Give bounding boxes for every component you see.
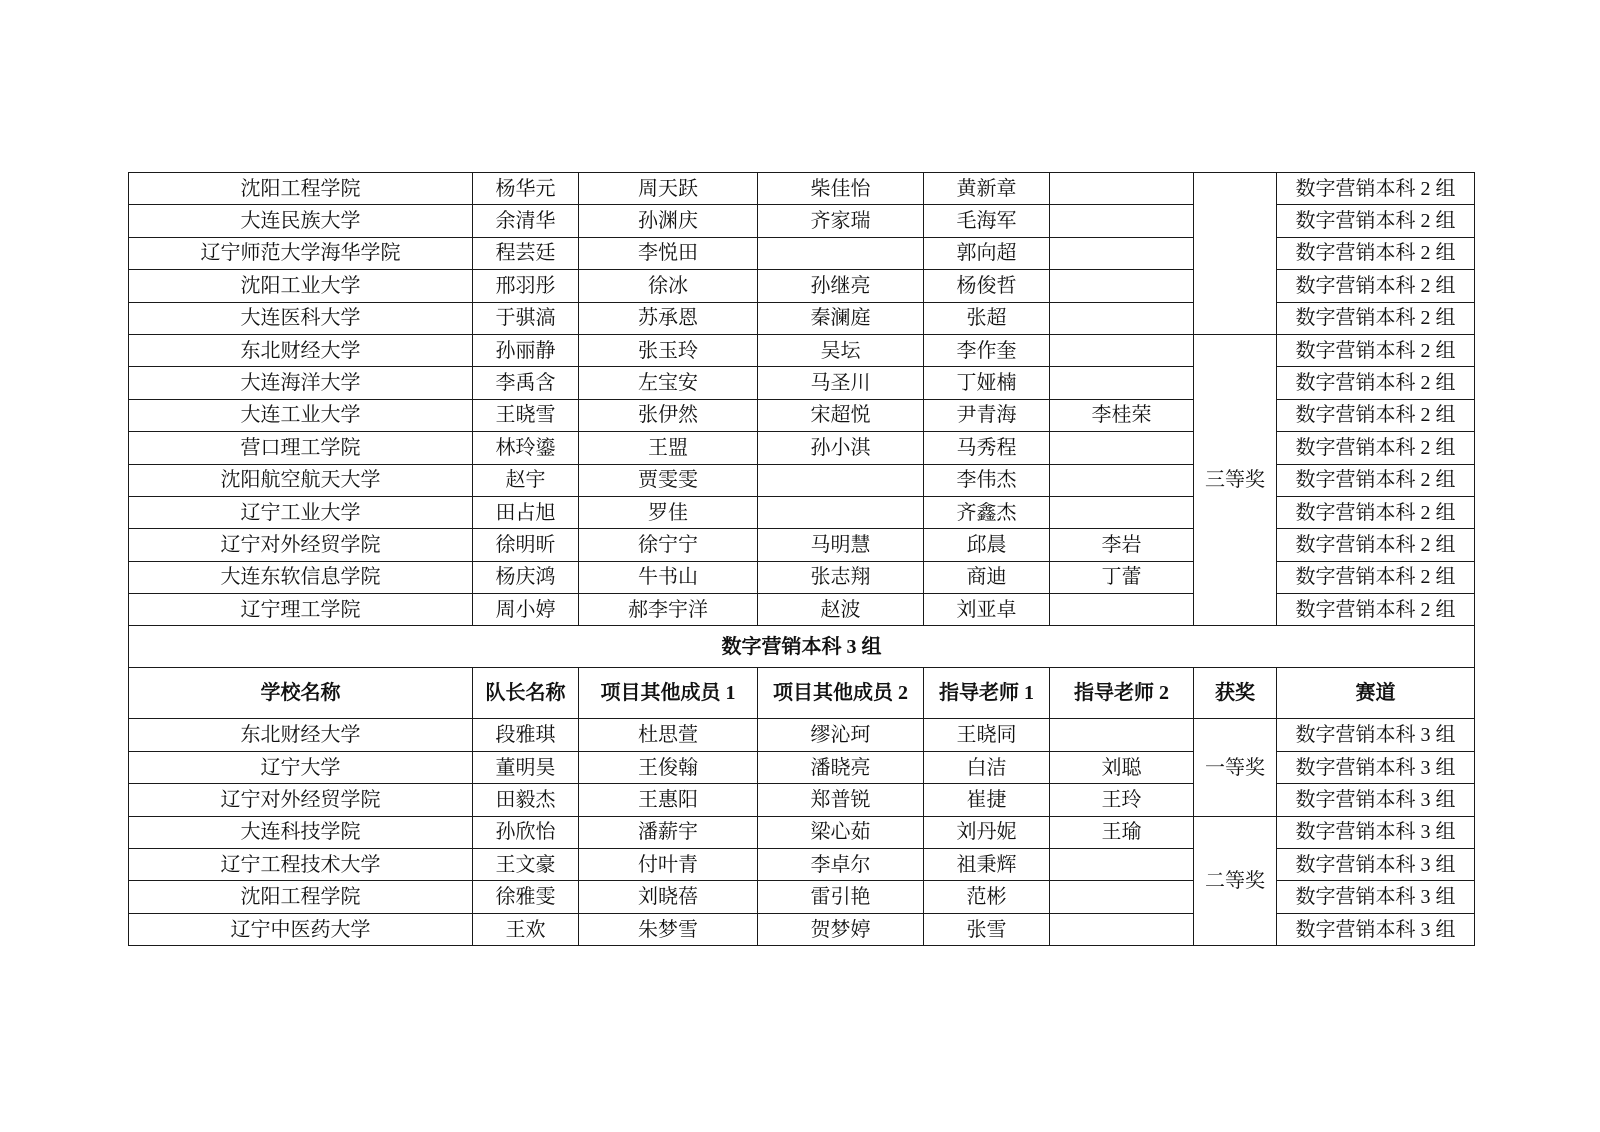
- captain-cell: 余清华: [473, 205, 579, 237]
- advisor-2-cell: [1050, 173, 1194, 205]
- advisor-2-cell: [1050, 881, 1194, 913]
- captain-cell: 杨庆鸿: [473, 561, 579, 593]
- member-1-cell: 徐冰: [579, 270, 758, 302]
- member-1-cell: 朱梦雪: [579, 913, 758, 945]
- captain-cell: 孙丽静: [473, 334, 579, 366]
- member-1-cell: 杜思萱: [579, 719, 758, 751]
- captain-cell: 周小婷: [473, 594, 579, 626]
- advisor-2-cell: 王瑜: [1050, 816, 1194, 848]
- advisor-1-cell: 崔捷: [924, 784, 1050, 816]
- group-3-table-body: [129, 719, 1475, 946]
- section-title: 数字营销本科 3 组: [129, 626, 1475, 668]
- advisor-1-cell: 丁娅楠: [924, 367, 1050, 399]
- table-row: [129, 334, 1475, 366]
- member-2-cell: [758, 464, 924, 496]
- advisor-2-cell: [1050, 205, 1194, 237]
- school-cell: 辽宁师范大学海华学院: [129, 237, 473, 269]
- school-cell: 辽宁对外经贸学院: [129, 784, 473, 816]
- track-cell: 数字营销本科 2 组: [1277, 432, 1475, 464]
- track-cell: 数字营销本科 2 组: [1277, 270, 1475, 302]
- school-cell: 辽宁中医药大学: [129, 913, 473, 945]
- school-cell: 辽宁工业大学: [129, 496, 473, 528]
- track-cell: 数字营销本科 2 组: [1277, 496, 1475, 528]
- advisor-1-cell: 黄新章: [924, 173, 1050, 205]
- advisor-2-cell: [1050, 719, 1194, 751]
- captain-cell: 徐明昕: [473, 529, 579, 561]
- advisor-1-cell: 刘丹妮: [924, 816, 1050, 848]
- school-cell: 大连海洋大学: [129, 367, 473, 399]
- member-1-cell: 张伊然: [579, 399, 758, 431]
- advisor-2-cell: [1050, 237, 1194, 269]
- track-cell: 数字营销本科 2 组: [1277, 594, 1475, 626]
- member-1-cell: 王盟: [579, 432, 758, 464]
- captain-cell: 段雅琪: [473, 719, 579, 751]
- advisor-2-cell: [1050, 594, 1194, 626]
- advisor-2-cell: [1050, 849, 1194, 881]
- school-cell: 辽宁对外经贸学院: [129, 529, 473, 561]
- member-1-cell: 徐宁宁: [579, 529, 758, 561]
- track-cell: 数字营销本科 3 组: [1277, 881, 1475, 913]
- advisor-2-cell: 李岩: [1050, 529, 1194, 561]
- member-1-cell: 贾雯雯: [579, 464, 758, 496]
- member-2-cell: 缪沁珂: [758, 719, 924, 751]
- award-cell: 二等奖: [1194, 816, 1277, 946]
- member-1-cell: 李悦田: [579, 237, 758, 269]
- column-header-captain: 队长名称: [473, 668, 579, 719]
- school-cell: 东北财经大学: [129, 719, 473, 751]
- school-cell: 沈阳航空航天大学: [129, 464, 473, 496]
- member-2-cell: 孙小淇: [758, 432, 924, 464]
- advisor-1-cell: 李伟杰: [924, 464, 1050, 496]
- member-2-cell: 宋超悦: [758, 399, 924, 431]
- advisor-2-cell: [1050, 334, 1194, 366]
- track-cell: 数字营销本科 3 组: [1277, 849, 1475, 881]
- member-1-cell: 刘晓蓓: [579, 881, 758, 913]
- school-cell: 辽宁理工学院: [129, 594, 473, 626]
- track-cell: 数字营销本科 3 组: [1277, 751, 1475, 783]
- advisor-1-cell: 李作奎: [924, 334, 1050, 366]
- track-cell: 数字营销本科 2 组: [1277, 334, 1475, 366]
- captain-cell: 孙欣怡: [473, 816, 579, 848]
- school-cell: 东北财经大学: [129, 334, 473, 366]
- member-2-cell: 赵波: [758, 594, 924, 626]
- member-1-cell: 张玉玲: [579, 334, 758, 366]
- member-1-cell: 周天跃: [579, 173, 758, 205]
- advisor-2-cell: 刘聪: [1050, 751, 1194, 783]
- track-cell: 数字营销本科 3 组: [1277, 719, 1475, 751]
- award-results-table: [128, 172, 1475, 946]
- advisor-1-cell: 范彬: [924, 881, 1050, 913]
- captain-cell: 邢羽彤: [473, 270, 579, 302]
- advisor-1-cell: 尹青海: [924, 399, 1050, 431]
- column-header-award: 获奖: [1194, 668, 1277, 719]
- advisor-1-cell: 邱晨: [924, 529, 1050, 561]
- table-row: [129, 173, 1475, 205]
- advisor-2-cell: [1050, 302, 1194, 334]
- advisor-1-cell: 白洁: [924, 751, 1050, 783]
- column-header-advisor-2: 指导老师 2: [1050, 668, 1194, 719]
- advisor-1-cell: 杨俊哲: [924, 270, 1050, 302]
- advisor-1-cell: 郭向超: [924, 237, 1050, 269]
- school-cell: 大连工业大学: [129, 399, 473, 431]
- advisor-2-cell: 王玲: [1050, 784, 1194, 816]
- captain-cell: 田毅杰: [473, 784, 579, 816]
- member-2-cell: 郑普锐: [758, 784, 924, 816]
- column-header-row: [129, 668, 1475, 719]
- column-header-member-1: 项目其他成员 1: [579, 668, 758, 719]
- track-cell: 数字营销本科 3 组: [1277, 913, 1475, 945]
- advisor-1-cell: 张雪: [924, 913, 1050, 945]
- group-2-table-body: [129, 173, 1475, 626]
- member-1-cell: 王俊翰: [579, 751, 758, 783]
- advisor-2-cell: [1050, 270, 1194, 302]
- member-1-cell: 潘薪宇: [579, 816, 758, 848]
- member-2-cell: 梁心茹: [758, 816, 924, 848]
- column-header-advisor-1: 指导老师 1: [924, 668, 1050, 719]
- captain-cell: 王晓雪: [473, 399, 579, 431]
- track-cell: 数字营销本科 3 组: [1277, 784, 1475, 816]
- track-cell: 数字营销本科 2 组: [1277, 367, 1475, 399]
- school-cell: 沈阳工程学院: [129, 173, 473, 205]
- member-2-cell: 贺梦婷: [758, 913, 924, 945]
- member-2-cell: 吴坛: [758, 334, 924, 366]
- advisor-1-cell: 齐鑫杰: [924, 496, 1050, 528]
- section-title-row: [129, 626, 1475, 668]
- column-header-track: 赛道: [1277, 668, 1475, 719]
- table-row: [129, 719, 1475, 751]
- advisor-1-cell: 祖秉辉: [924, 849, 1050, 881]
- advisor-1-cell: 商迪: [924, 561, 1050, 593]
- advisor-2-cell: [1050, 432, 1194, 464]
- member-1-cell: 左宝安: [579, 367, 758, 399]
- advisor-1-cell: 马秀程: [924, 432, 1050, 464]
- member-1-cell: 罗佳: [579, 496, 758, 528]
- school-cell: 大连科技学院: [129, 816, 473, 848]
- advisor-2-cell: 李桂荣: [1050, 399, 1194, 431]
- advisor-2-cell: 丁蕾: [1050, 561, 1194, 593]
- member-1-cell: 孙渊庆: [579, 205, 758, 237]
- member-1-cell: 牛书山: [579, 561, 758, 593]
- captain-cell: 杨华元: [473, 173, 579, 205]
- member-1-cell: 王惠阳: [579, 784, 758, 816]
- school-cell: 辽宁工程技术大学: [129, 849, 473, 881]
- advisor-2-cell: [1050, 367, 1194, 399]
- member-2-cell: 秦澜庭: [758, 302, 924, 334]
- advisor-2-cell: [1050, 913, 1194, 945]
- member-2-cell: 柴佳怡: [758, 173, 924, 205]
- school-cell: 大连东软信息学院: [129, 561, 473, 593]
- advisor-1-cell: 王晓同: [924, 719, 1050, 751]
- advisor-1-cell: 毛海军: [924, 205, 1050, 237]
- table-row: [129, 816, 1475, 848]
- member-2-cell: 马圣川: [758, 367, 924, 399]
- track-cell: 数字营销本科 2 组: [1277, 302, 1475, 334]
- column-header-member-2: 项目其他成员 2: [758, 668, 924, 719]
- member-2-cell: 齐家瑞: [758, 205, 924, 237]
- member-2-cell: 孙继亮: [758, 270, 924, 302]
- advisor-1-cell: 张超: [924, 302, 1050, 334]
- track-cell: 数字营销本科 2 组: [1277, 464, 1475, 496]
- advisor-2-cell: [1050, 496, 1194, 528]
- captain-cell: 田占旭: [473, 496, 579, 528]
- captain-cell: 徐雅雯: [473, 881, 579, 913]
- member-2-cell: 潘晓亮: [758, 751, 924, 783]
- member-2-cell: 马明慧: [758, 529, 924, 561]
- award-cell: [1194, 173, 1277, 335]
- advisor-1-cell: 刘亚卓: [924, 594, 1050, 626]
- school-cell: 沈阳工业大学: [129, 270, 473, 302]
- member-2-cell: 雷引艳: [758, 881, 924, 913]
- track-cell: 数字营销本科 2 组: [1277, 529, 1475, 561]
- captain-cell: 王文豪: [473, 849, 579, 881]
- award-cell: 一等奖: [1194, 719, 1277, 816]
- member-1-cell: 付叶青: [579, 849, 758, 881]
- school-cell: 大连民族大学: [129, 205, 473, 237]
- member-2-cell: 李卓尔: [758, 849, 924, 881]
- member-2-cell: [758, 496, 924, 528]
- award-cell: 三等奖: [1194, 334, 1277, 626]
- track-cell: 数字营销本科 3 组: [1277, 816, 1475, 848]
- track-cell: 数字营销本科 2 组: [1277, 561, 1475, 593]
- school-cell: 沈阳工程学院: [129, 881, 473, 913]
- member-1-cell: 郝李宇洋: [579, 594, 758, 626]
- captain-cell: 林玲鎏: [473, 432, 579, 464]
- member-1-cell: 苏承恩: [579, 302, 758, 334]
- track-cell: 数字营销本科 2 组: [1277, 237, 1475, 269]
- school-cell: 大连医科大学: [129, 302, 473, 334]
- captain-cell: 赵宇: [473, 464, 579, 496]
- member-2-cell: 张志翔: [758, 561, 924, 593]
- column-header-school: 学校名称: [129, 668, 473, 719]
- captain-cell: 于骐滈: [473, 302, 579, 334]
- school-cell: 营口理工学院: [129, 432, 473, 464]
- captain-cell: 程芸廷: [473, 237, 579, 269]
- captain-cell: 王欢: [473, 913, 579, 945]
- school-cell: 辽宁大学: [129, 751, 473, 783]
- group-3-table-head: [129, 626, 1475, 719]
- track-cell: 数字营销本科 2 组: [1277, 205, 1475, 237]
- captain-cell: 李禹含: [473, 367, 579, 399]
- member-2-cell: [758, 237, 924, 269]
- advisor-2-cell: [1050, 464, 1194, 496]
- captain-cell: 董明昊: [473, 751, 579, 783]
- track-cell: 数字营销本科 2 组: [1277, 399, 1475, 431]
- track-cell: 数字营销本科 2 组: [1277, 173, 1475, 205]
